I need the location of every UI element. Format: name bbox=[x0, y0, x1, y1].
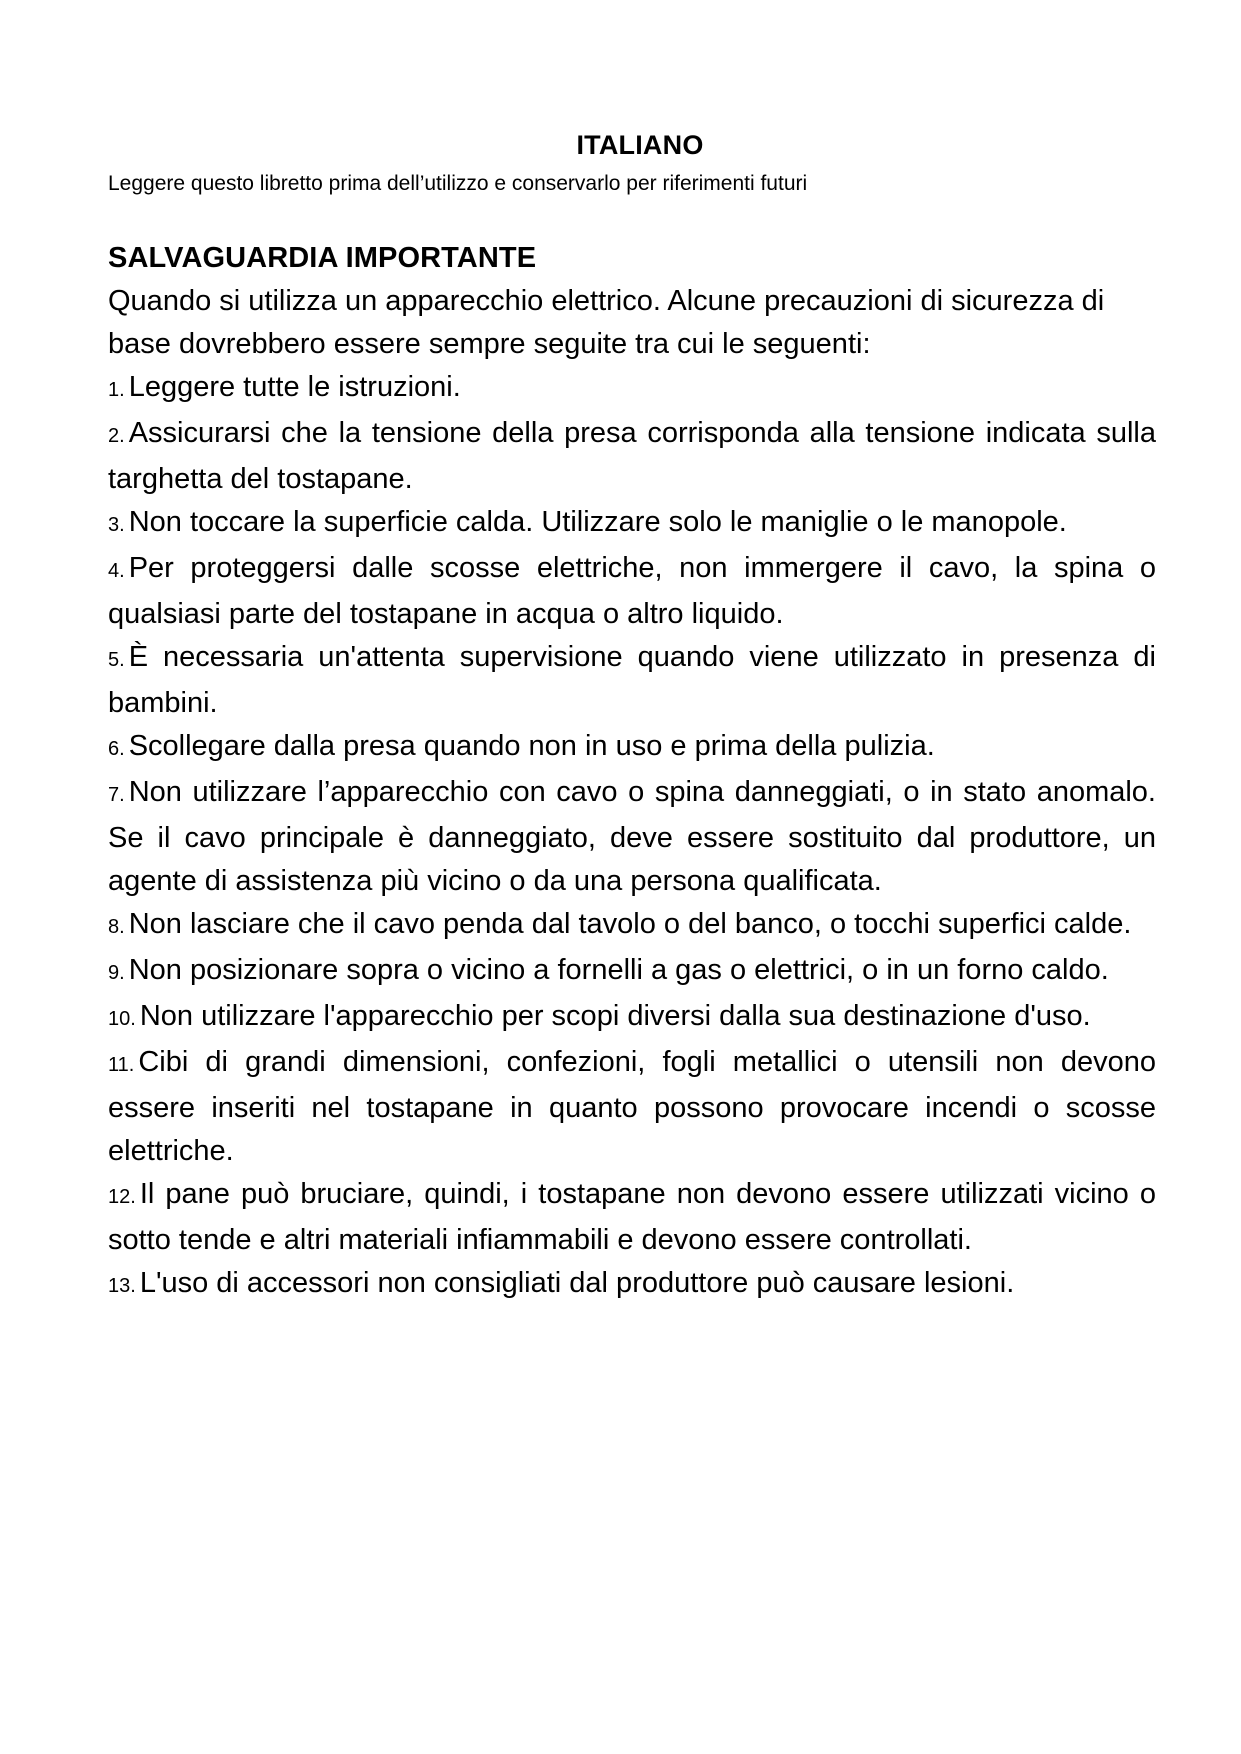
item-text: È necessaria un'attenta supervisione quando viene utilizzato in presenza di bambini. bbox=[108, 641, 1156, 719]
list-item bbox=[108, 903, 1156, 949]
item-number: 3. bbox=[108, 514, 125, 536]
item-number: 5. bbox=[108, 649, 125, 671]
list-item bbox=[108, 547, 1156, 636]
item-number: 13. bbox=[108, 1275, 136, 1297]
document-body bbox=[108, 237, 1156, 1308]
item-text: Assicurarsi che la tensione della presa corrisponda alla tensione indicata sulla targhetta del tostapane. bbox=[108, 417, 1156, 495]
item-text: Non posizionare sopra o vicino a fornelli a gas o elettrici, o in un forno caldo. bbox=[128, 954, 1109, 986]
list-item bbox=[108, 1262, 1156, 1308]
item-number: 9. bbox=[108, 962, 125, 984]
list-item bbox=[108, 995, 1156, 1041]
item-number: 11. bbox=[108, 1054, 135, 1076]
item-number: 7. bbox=[108, 784, 125, 806]
section-heading: SALVAGUARDIA IMPORTANTE bbox=[108, 242, 537, 274]
item-text: Il pane può bruciare, quindi, i tostapane non devono essere utilizzati vicino o sotto tende e altri materiali infiammabili e devono essere controllati. bbox=[108, 1178, 1156, 1256]
list-item bbox=[108, 636, 1156, 725]
intro-paragraph: Quando si utilizza un apparecchio elettrico. Alcune precauzioni di sicurezza di base dovrebbero essere sempre seguite tra cui le seguenti: bbox=[108, 285, 1105, 360]
item-text: Leggere tutte le istruzioni. bbox=[128, 371, 461, 403]
document-subtitle: Leggere questo libretto prima dell’utilizzo e conservarlo per riferimenti futuri bbox=[108, 172, 808, 195]
list-item bbox=[108, 412, 1156, 501]
item-text: Cibi di grandi dimensioni, confezioni, fogli metallici o utensili non devono essere inseriti nel tostapane in quanto possono provocare incendi o scosse elettriche. bbox=[108, 1046, 1156, 1167]
item-number: 10. bbox=[108, 1008, 136, 1030]
list-item bbox=[108, 366, 1156, 412]
item-number: 12. bbox=[108, 1186, 136, 1208]
item-text: Non toccare la superficie calda. Utilizzare solo le maniglie o le manopole. bbox=[128, 506, 1067, 538]
list-item bbox=[108, 725, 1156, 771]
item-number: 8. bbox=[108, 916, 125, 938]
list-item bbox=[108, 501, 1156, 547]
item-text: Non utilizzare l'apparecchio per scopi diversi dalla sua destinazione d'uso. bbox=[139, 1000, 1091, 1032]
item-text: Non utilizzare l’apparecchio con cavo o spina danneggiati, o in stato anomalo. Se il cavo principale è danneggiato, deve essere sostituito dal produttore, un agente di assistenza più vicino o da una persona qualificata. bbox=[108, 776, 1156, 897]
item-number: 1. bbox=[108, 379, 125, 401]
list-item bbox=[108, 1041, 1156, 1173]
item-text: Non lasciare che il cavo penda dal tavolo o del banco, o tocchi superfici calde. bbox=[128, 908, 1132, 940]
list-item bbox=[108, 949, 1156, 995]
item-number: 6. bbox=[108, 738, 125, 760]
item-text: L'uso di accessori non consigliati dal produttore può causare lesioni. bbox=[139, 1267, 1015, 1299]
item-number: 4. bbox=[108, 560, 125, 582]
item-text: Scollegare dalla presa quando non in uso e prima della pulizia. bbox=[128, 730, 935, 762]
list-item bbox=[108, 771, 1156, 903]
item-text: Per proteggersi dalle scosse elettriche, non immergere il cavo, la spina o qualsiasi parte del tostapane in acqua o altro liquido. bbox=[108, 552, 1156, 630]
item-number: 2. bbox=[108, 425, 125, 447]
document-title: ITALIANO bbox=[576, 130, 704, 160]
list-item bbox=[108, 1173, 1156, 1262]
